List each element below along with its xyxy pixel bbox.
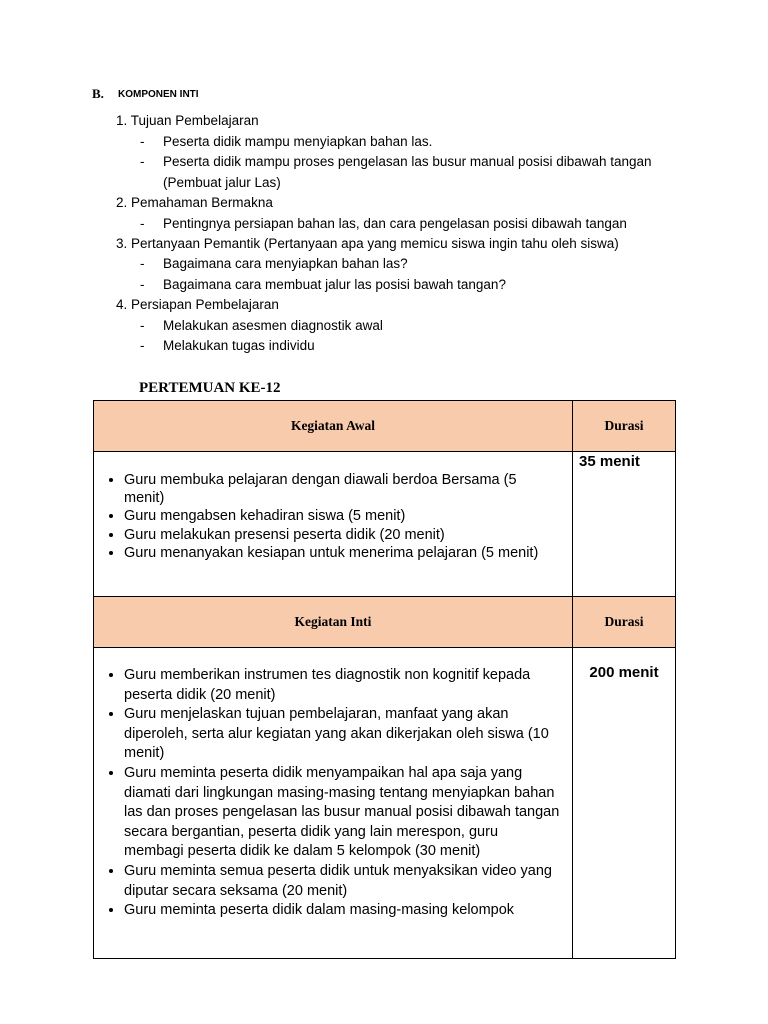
list-dash: - — [140, 134, 145, 149]
meaning-heading: 2. Pemahaman Bermakna — [116, 195, 273, 210]
list-item: • Guru meminta semua peserta didik untuk menyaksikan video yang diputar secara seksama (20 menit) — [124, 862, 560, 901]
list-dash: - — [140, 277, 145, 292]
list-item: • Guru mengabsen kehadiran siswa (5 menit) — [124, 507, 560, 525]
list-item: Peserta didik mampu menyiapkan bahan las. — [163, 134, 433, 149]
section-title: KOMPONEN INTI — [118, 89, 199, 100]
opening-duration-value: 35 menit — [579, 453, 640, 470]
core-activity-header — [94, 597, 573, 648]
objective-heading: 1. Tujuan Pembelajaran — [116, 113, 259, 128]
list-dash: - — [140, 318, 145, 333]
trigger-question-heading: 3. Pertanyaan Pemantik (Pertanyaan apa yang memicu siswa ingin tahu oleh siswa) — [116, 236, 619, 251]
list-item: • Guru meminta peserta didik menyampaikan hal apa saja yang diamati dari lingkungan masing-masing tentang menyiapkan bahan las dan proses pengelasan las busur manual posisi dibawah tangan secara bergantian, peserta didik yang lain merespon, guru membagi peserta didik ke dalam 5 kelompok (30 menit) — [124, 764, 560, 862]
core-activities-list — [94, 666, 572, 921]
list-item: Peserta didik mampu proses pengelasan las busur manual posisi dibawah tangan — [163, 154, 652, 169]
section-letter: B. — [92, 86, 104, 101]
opening-header-text: Kegiatan Awal — [290, 418, 376, 433]
list-item: Bagaimana cara membuat jalur las posisi bawah tangan? — [163, 277, 506, 292]
list-item: Melakukan asesmen diagnostik awal — [163, 318, 383, 333]
list-dash: - — [140, 338, 145, 353]
opening-duration-cell — [573, 452, 676, 597]
core-duration-header — [573, 597, 676, 648]
list-item-continuation: (Pembuat jalur Las) — [163, 175, 281, 190]
list-item: Bagaimana cara menyiapkan bahan las? — [163, 256, 408, 271]
core-header-text: Kegiatan Inti — [294, 614, 372, 629]
duration-header-text: Durasi — [604, 418, 644, 433]
list-dash: - — [140, 154, 145, 169]
opening-duration-header — [573, 401, 676, 452]
list-item: • Guru melakukan presensi peserta didik (20 menit) — [124, 526, 560, 544]
list-dash: - — [140, 216, 145, 231]
duration-header-text: Durasi — [604, 614, 644, 629]
core-activities-cell — [94, 648, 573, 959]
preparation-heading: 4. Persiapan Pembelajaran — [116, 297, 279, 312]
activity-table — [93, 400, 676, 959]
opening-activities-cell — [94, 452, 573, 597]
meeting-title: PERTEMUAN KE-12 — [139, 380, 281, 396]
list-item: Melakukan tugas individu — [163, 338, 315, 353]
list-item: Pentingnya persiapan bahan las, dan cara pengelasan posisi dibawah tangan — [163, 216, 627, 231]
core-duration-value: 200 menit — [589, 664, 659, 681]
opening-activities-list — [94, 471, 572, 562]
list-item: • Guru memberikan instrumen tes diagnostik non kognitif kepada peserta didik (20 menit) — [124, 666, 560, 705]
list-dash: - — [140, 256, 145, 271]
list-item: • Guru meminta peserta didik dalam masing-masing kelompok — [124, 901, 560, 921]
opening-activity-header — [94, 401, 573, 452]
list-item: • Guru menjelaskan tujuan pembelajaran, manfaat yang akan diperoleh, serta alur kegiatan yang akan dikerjakan oleh siswa (10 menit) — [124, 705, 560, 764]
list-item: • Guru membuka pelajaran dengan diawali berdoa Bersama (5 menit) — [124, 471, 560, 507]
list-item: • Guru menanyakan kesiapan untuk menerima pelajaran (5 menit) — [124, 544, 560, 562]
core-duration-cell — [573, 648, 676, 959]
